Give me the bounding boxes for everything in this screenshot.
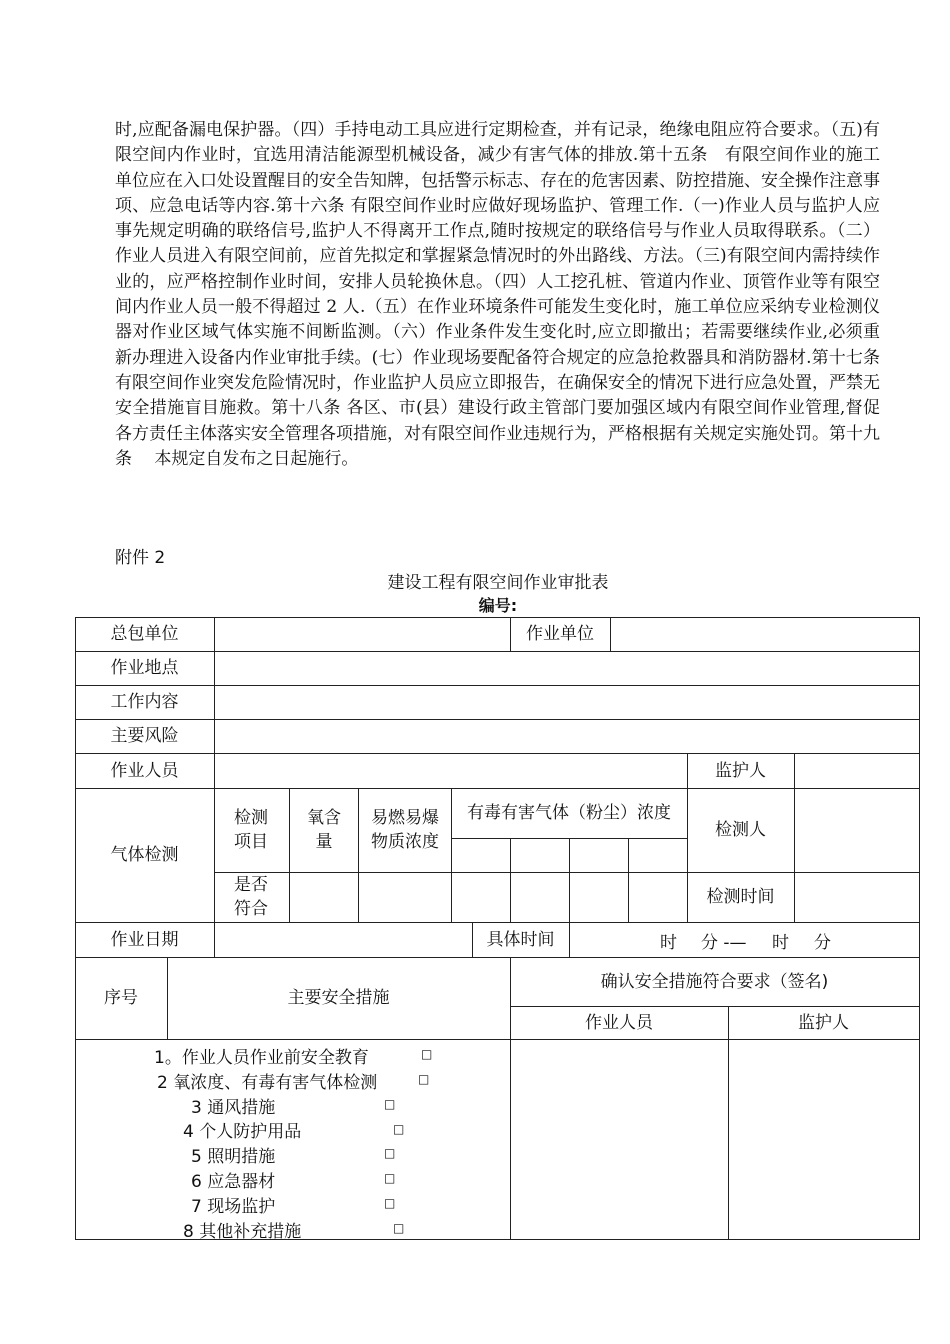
time-hour-end: 时 (772, 933, 789, 953)
measure-checkbox[interactable]: □ (393, 1221, 405, 1235)
work-unit-field[interactable] (611, 618, 919, 651)
guardian-signature-field[interactable] (729, 1040, 919, 1239)
label-confirm: 确认安全措施符合要求（签名) (600, 971, 829, 992)
grid-line (358, 788, 359, 922)
label-work-unit: 作业单位 (526, 624, 594, 644)
grid-line (451, 788, 452, 922)
time-hour-start: 时 (660, 933, 677, 953)
tester-field[interactable] (795, 789, 919, 872)
label-test-item: 检测项目 (234, 808, 268, 852)
body-paragraph: 时,应配备漏电保护器。（四）手持电动工具应进行定期检查，并有记录，绝缘电阻应符合要求。（五)有限空间内作业时，宜选用清洁能源型机械设备，减少有害气体的排放.第十五条 有限空间作业的施工单位应在入口处设置醒目的安全告知牌，包括警示标志、存在的危害因素、防控措施、安全操作注意事项、应急电话等内容.第十六条 有限空间作业时应做好现场监护、管理工作.（一)作业人员与监护人应事先规定明确的联络信号,监护人不得离开工作点,随时按规定的联络信号与作业人员取得联系。（二）作业人员进入有限空间前，应首先拟定和掌握紧急情况时的外出路线、方法。（三)有限空间内需持续作业的，应严格控制作业时间，安排人员轮换休息。（四）人工挖孔桩、管道内作业、顶管作业等有限空间内作业人员一般不得超过 2 人.（五）在作业环境条件可能发生变化时，施工单位应采纳专业检测仪器对作业区域气体实施不间断监测。（六）作业条件发生变化时,应立即撤出；若需要继续作业,必须重新办理进入设备内作业审批手续。(七）作业现场要配备符合规定的应急抢救器具和消防器材.第十七条 有限空间作业突发危险情况时，作业监护人员应立即报告，在确保安全的情况下进行应急处置，严禁无安全措施盲目施救。第十八条 各区、市(县）建设行政主管部门要加强区域内有限空间作业管理,督促各方责任主体落实安全管理各项措施，对有限空间作业违规行为，严格根据有关规定实施处罚。第十九条 本规定自发布之日起施行。 (115, 120, 897, 469)
measure-item: 5 照明措施 (191, 1147, 276, 1167)
measure-item: 2 氧浓度、有毒有害气体检测 (157, 1073, 378, 1093)
label-work-date: 作业日期 (110, 929, 179, 950)
grid-line (628, 838, 629, 922)
measure-item: 1。作业人员作业前安全教育 (154, 1048, 369, 1068)
label-toxic: 有毒有害气体（粉尘）浓度 (467, 803, 671, 823)
label-compliant: 是否符合 (234, 875, 268, 919)
measure-item: 3 通风措施 (191, 1098, 276, 1118)
measure-checkbox[interactable]: □ (418, 1072, 430, 1086)
grid-line (569, 922, 570, 957)
grid-line (289, 788, 290, 922)
workers-field[interactable] (215, 754, 687, 788)
workers-signature-field[interactable] (511, 1040, 728, 1239)
label-col-guardian: 监护人 (798, 1012, 849, 1033)
label-work-location: 作业地点 (110, 658, 179, 678)
measure-checkbox[interactable]: □ (384, 1171, 396, 1185)
measure-item: 6 应急器材 (191, 1172, 276, 1192)
label-gas-detection: 气体检测 (110, 845, 179, 865)
label-guardian: 监护人 (715, 760, 766, 781)
work-content-field[interactable] (215, 686, 919, 719)
test-time-field[interactable] (795, 873, 919, 922)
guardian-field[interactable] (795, 754, 919, 788)
label-flammable: 易燃易爆物质浓度 (371, 808, 439, 852)
measure-checkbox[interactable]: □ (384, 1196, 396, 1210)
label-col-workers: 作业人员 (585, 1012, 653, 1033)
form-title: 建设工程有限空间作业审批表 (387, 573, 609, 593)
form-number: 编号: (478, 596, 518, 615)
grid-line (510, 838, 511, 922)
attachment-label: 附件 2 (115, 548, 166, 568)
measure-checkbox[interactable]: □ (384, 1097, 396, 1111)
grid-line (919, 617, 920, 1240)
measure-checkbox[interactable]: □ (421, 1047, 433, 1061)
label-oxygen: 氧含量 (307, 808, 341, 852)
time-minute-start: 分 -— (701, 933, 747, 953)
measure-checkbox[interactable]: □ (393, 1122, 405, 1136)
work-location-field[interactable] (215, 652, 919, 685)
label-seq: 序号 (104, 988, 138, 1008)
measure-checkbox[interactable]: □ (384, 1146, 396, 1160)
label-main-risks: 主要风险 (110, 726, 179, 746)
label-work-content: 工作内容 (110, 692, 179, 712)
measure-item: 8 其他补充措施 (183, 1222, 302, 1242)
measure-item: 4 个人防护用品 (183, 1122, 302, 1142)
measure-item: 7 现场监护 (191, 1197, 276, 1217)
label-general-contractor: 总包单位 (110, 624, 179, 644)
label-specific-time: 具体时间 (486, 929, 555, 950)
main-risks-field[interactable] (215, 720, 919, 753)
time-minute-end: 分 (814, 933, 831, 953)
work-date-field[interactable] (215, 923, 472, 957)
label-main-measures: 主要安全措施 (287, 988, 390, 1008)
general-contractor-field[interactable] (215, 618, 510, 651)
label-test-time: 检测时间 (706, 887, 775, 907)
label-tester: 检测人 (715, 820, 766, 840)
label-workers: 作业人员 (110, 760, 179, 781)
grid-line (569, 838, 570, 922)
